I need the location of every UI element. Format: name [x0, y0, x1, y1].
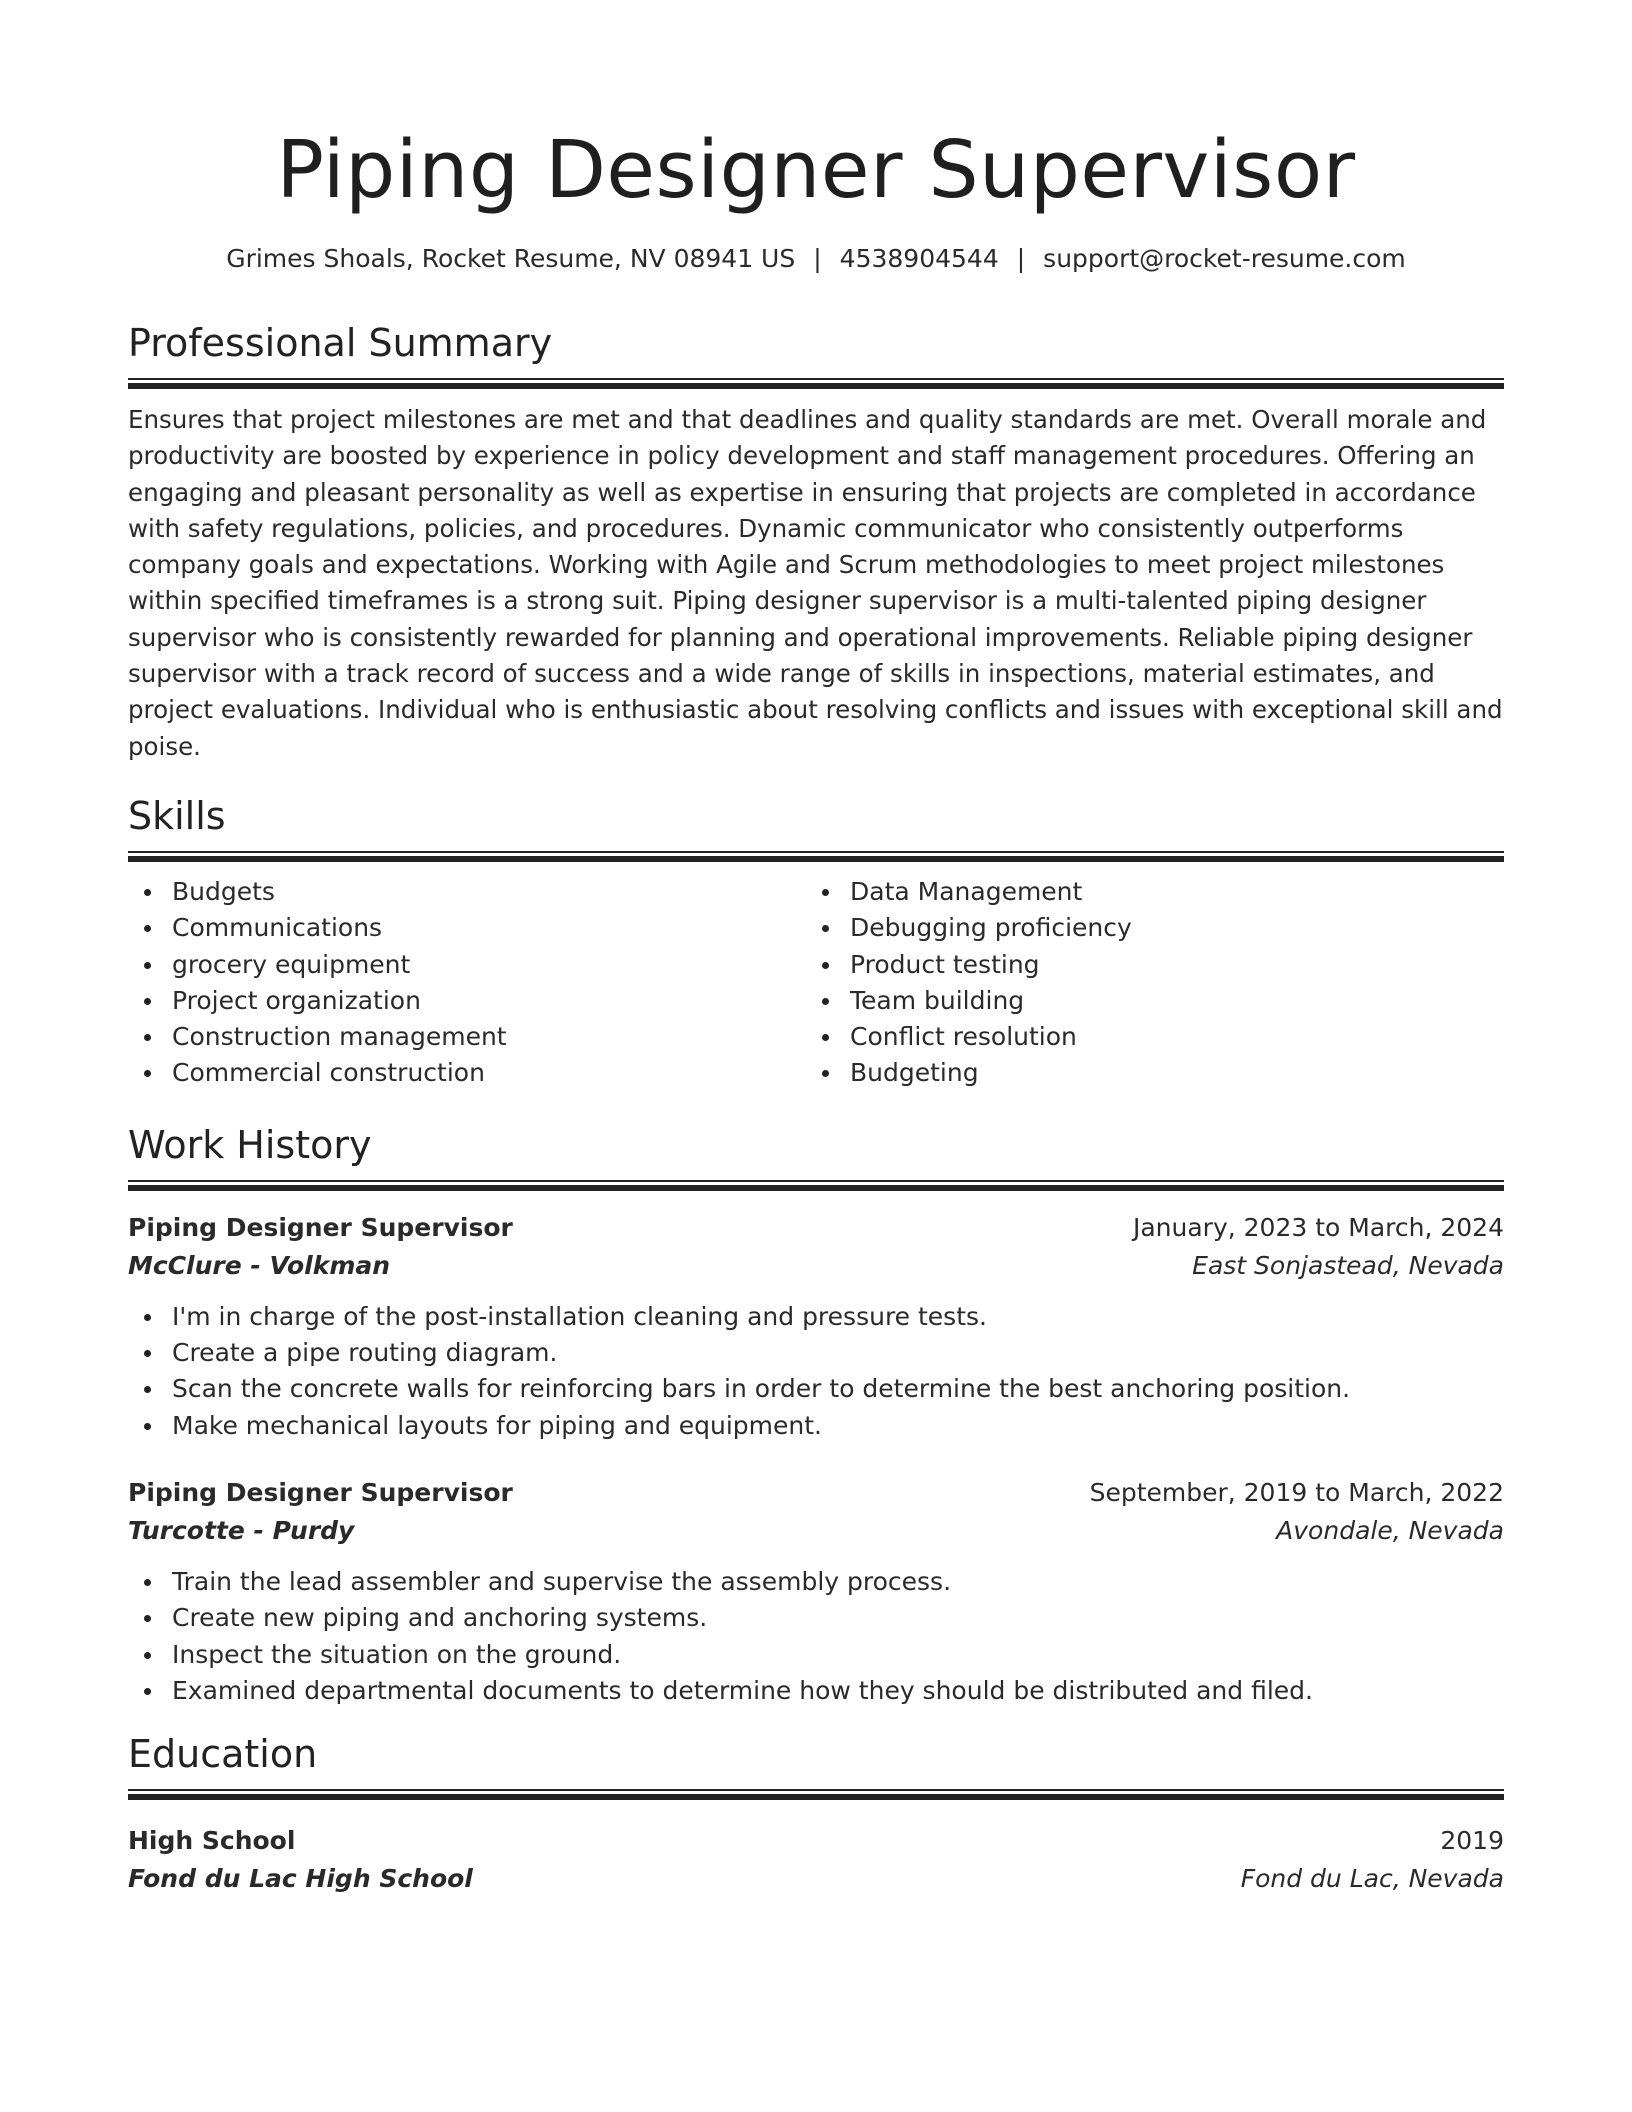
contact-address: Grimes Shoals, Rocket Resume, NV 08941 US [226, 244, 796, 273]
job-bullet: I'm in charge of the post-installation cleaning and pressure tests. [128, 1299, 1504, 1335]
skills-section [128, 793, 1504, 1092]
skill-item: Construction management [128, 1019, 806, 1055]
job-bullet: Create new piping and anchoring systems. [128, 1600, 1504, 1636]
education-section [128, 1731, 1504, 1898]
work-history-section [128, 1122, 1504, 1709]
skill-item: Budgeting [806, 1055, 1484, 1091]
job-location: East Sonjastead, Nevada [1192, 1250, 1504, 1280]
job-bullet: Make mechanical layouts for piping and equipment. [128, 1408, 1504, 1444]
resume-name: Piping Designer Supervisor [276, 124, 1356, 216]
contact-line [128, 242, 1504, 276]
skill-item: Conflict resolution [806, 1019, 1484, 1055]
skills-column-right [806, 874, 1484, 1092]
job-company: Turcotte - Purdy [128, 1515, 355, 1545]
job-bullet: Scan the concrete walls for reinforcing bars in order to determine the best anchoring position. [128, 1371, 1504, 1407]
job-location: Avondale, Nevada [1276, 1515, 1504, 1545]
skill-item: Team building [806, 983, 1484, 1019]
job-company-row [128, 1512, 1504, 1550]
job-header-row [128, 1209, 1504, 1247]
section-title-summary: Professional Summary [128, 321, 553, 365]
education-school-row [128, 1860, 1504, 1898]
professional-summary-section [128, 320, 1504, 765]
job-entry [128, 1474, 1504, 1709]
education-header-row [128, 1822, 1504, 1860]
job-header-row [128, 1474, 1504, 1512]
skills-column-left [128, 874, 806, 1092]
skill-item: Commercial construction [128, 1055, 806, 1091]
section-title-work: Work History [128, 1122, 372, 1167]
skill-item: Data Management [806, 874, 1484, 910]
job-title: Piping Designer Supervisor [128, 1212, 513, 1242]
education-location: Fond du Lac, Nevada [1240, 1864, 1504, 1894]
job-entry [128, 1209, 1504, 1444]
section-divider [128, 378, 1504, 389]
section-divider [128, 851, 1504, 862]
skill-item: Debugging proficiency [806, 910, 1484, 946]
job-bullets [128, 1564, 1504, 1709]
skill-item: Project organization [128, 983, 806, 1019]
job-bullet: Examined departmental documents to determine how they should be distributed and filed. [128, 1673, 1504, 1709]
skill-item: Product testing [806, 947, 1484, 983]
job-company-row [128, 1247, 1504, 1285]
summary-text: Ensures that project milestones are met and that deadlines and quality standards are met. Overall morale and productivity are boosted by experience in policy development and staff management procedures. Offering an engaging and pleasant personality as well as expertise in ensuring that projects are completed in accordance with safety regulations, policies, and procedures. Dynamic communicator who consistently outperforms company goals and expectations. Working with Agile and Scrum methodologies to meet project milestones within specified timeframes is a strong suit. Piping designer supervisor is a multi-talented piping designer supervisor who is consistently rewarded for planning and operational improvements. Reliable piping designer supervisor with a track record of success and a wide range of skills in inspections, material estimates, and project evaluations. Individual who is enthusiastic about resolving conflicts and issues with exceptional skill and poise. [128, 405, 1503, 761]
section-title-skills: Skills [128, 793, 226, 838]
job-bullet: Inspect the situation on the ground. [128, 1637, 1504, 1673]
contact-email: support@rocket-resume.com [1043, 244, 1406, 273]
job-dates: September, 2019 to March, 2022 [1089, 1477, 1504, 1507]
skills-grid [128, 874, 1504, 1092]
job-bullet: Create a pipe routing diagram. [128, 1335, 1504, 1371]
contact-separator: | [1016, 244, 1026, 273]
skill-item: Budgets [128, 874, 806, 910]
section-divider [128, 1180, 1504, 1191]
contact-phone: 4538904544 [839, 244, 999, 273]
job-bullet: Train the lead assembler and supervise the assembly process. [128, 1564, 1504, 1600]
skill-item: grocery equipment [128, 947, 806, 983]
job-title: Piping Designer Supervisor [128, 1477, 513, 1507]
section-divider [128, 1789, 1504, 1800]
education-year: 2019 [1440, 1826, 1504, 1856]
skill-item: Communications [128, 910, 806, 946]
education-entry [128, 1822, 1504, 1898]
education-school: Fond du Lac High School [128, 1864, 473, 1894]
job-bullets [128, 1299, 1504, 1444]
job-company: McClure - Volkman [128, 1250, 391, 1280]
contact-separator: | [813, 244, 822, 273]
job-dates: January, 2023 to March, 2024 [1132, 1212, 1504, 1242]
section-title-education: Education [128, 1732, 318, 1777]
education-degree: High School [128, 1826, 296, 1856]
